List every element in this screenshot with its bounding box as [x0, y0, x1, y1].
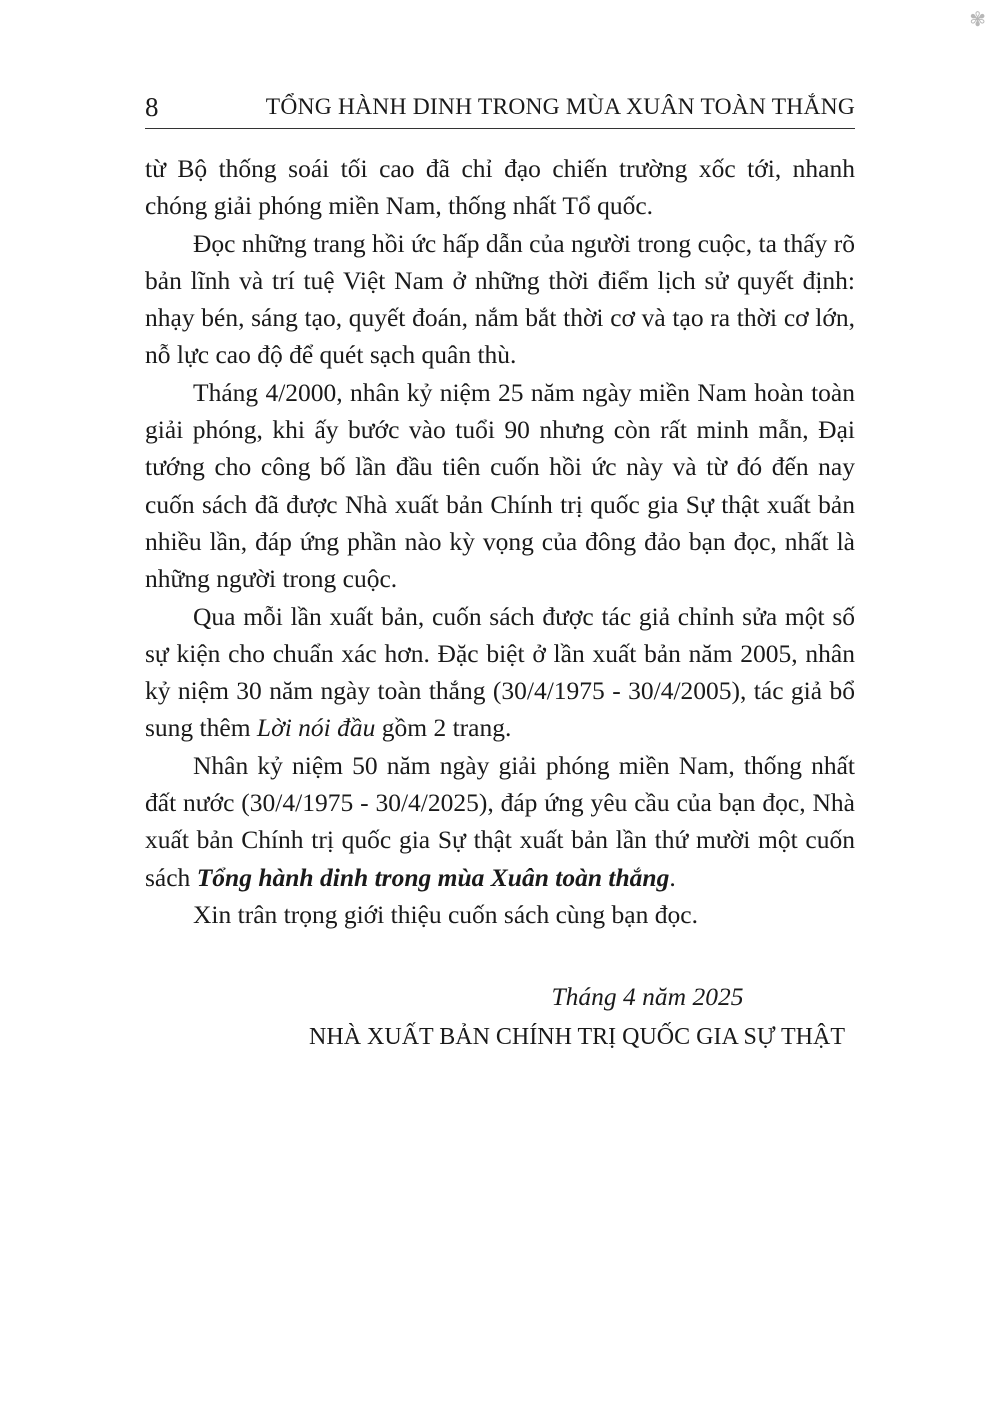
preface-title: Lời nói đầu: [256, 713, 376, 743]
paragraph-4-text-a: Qua mỗi lần xuất bản, cuốn sách được tác giả chỉnh sửa một số sự kiện cho chuẩn xác hơn. Đặc biệt ở lần xuất bản năm 2005, nhân kỷ niệm 30 năm ngày toàn thắng (30/4/1975 - 30/4/2005), tác giả bổ sung thêm: [145, 601, 855, 743]
signature-publisher: NHÀ XUẤT BẢN CHÍNH TRỊ QUỐC GIA SỰ THẬT: [309, 1024, 845, 1050]
paragraph-6: Xin trân trọng giới thiệu cuốn sách cùng bạn đọc.: [193, 899, 698, 929]
paragraph-2: Đọc những trang hồi ức hấp dẫn của người trong cuộc, ta thấy rõ bản lĩnh và trí tuệ Việt Nam ở những thời điểm lịch sử quyết định: nhạy bén, sáng tạo, quyết đoán, nắm bắt thời cơ và tạo ra thời cơ lớn, nỗ lực cao độ để quét sạch quân thù.: [145, 228, 855, 370]
paragraph-5: [145, 747, 855, 896]
paragraph-4-text-b: gồm 2 trang.: [375, 713, 512, 743]
book-title: Tổng hành dinh trong mùa Xuân toàn thắng: [196, 862, 670, 892]
running-title: TỔNG HÀNH DINH TRONG MÙA XUÂN TOÀN THẮNG: [265, 94, 855, 120]
paragraph-5-text-a: Nhân kỷ niệm 50 năm ngày giải phóng miền Nam, thống nhất đất nước (30/4/1975 - 30/4/2025), đáp ứng yêu cầu của bạn đọc, Nhà xuất bản Chính trị quốc gia Sự thật xuất bản lần thứ mười một cuốn sách: [145, 750, 855, 892]
paragraph-1: từ Bộ thống soái tối cao đã chỉ đạo chiến trường xốc tới, nhanh chóng giải phóng miền Nam, thống nhất Tổ quốc.: [145, 154, 855, 221]
page-header: [145, 88, 855, 129]
paragraph-5-text-b: .: [669, 862, 676, 892]
signature-date: Tháng 4 năm 2025: [551, 982, 744, 1011]
page-number: 8: [145, 92, 159, 122]
flower-icon: ✾: [969, 9, 986, 31]
body-text: [145, 150, 855, 933]
paragraph-4: [145, 598, 855, 747]
paragraph-3: Tháng 4/2000, nhân kỷ niệm 25 năm ngày miền Nam hoàn toàn giải phóng, khi ấy bước vào tuổi 90 nhưng còn rất minh mẫn, Đại tướng cho công bố lần đầu tiên cuốn hồi ức này và từ đó đến nay cuốn sách đã được Nhà xuất bản Chính trị quốc gia Sự thật xuất bản nhiều lần, đáp ứng phần nào kỳ vọng của đông đảo bạn đọc, nhất là những người trong cuộc.: [145, 377, 855, 594]
